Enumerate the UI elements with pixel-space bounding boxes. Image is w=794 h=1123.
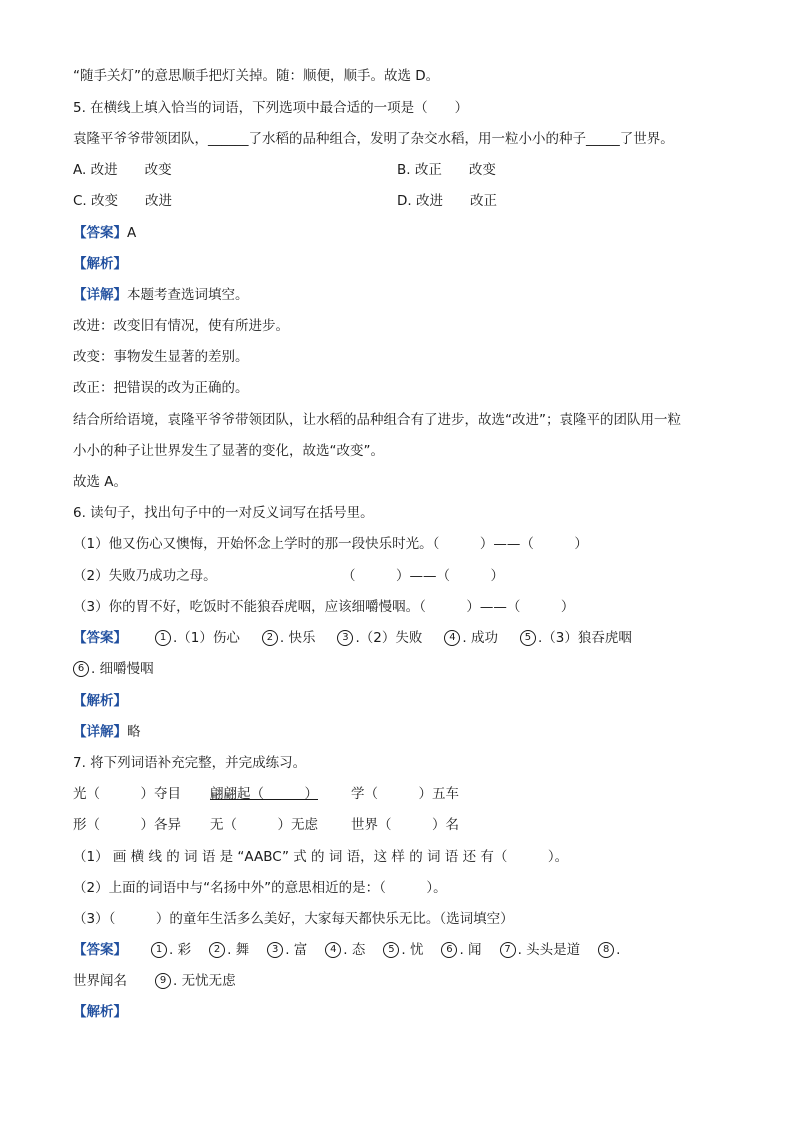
- answer-item-text: . 快乐: [279, 630, 316, 646]
- answer-6: [73, 628, 654, 648]
- question-7-title: 7. 将下列词语补充完整，并完成练习。: [73, 755, 307, 771]
- answer-item: [500, 940, 581, 960]
- circled-number: 4: [444, 630, 460, 646]
- answer-item-text: .（2）失败: [355, 630, 423, 646]
- idiom-blank: 学（ ）五车: [351, 786, 459, 802]
- answer-item: [520, 628, 632, 648]
- detail-text: 本题考查选词填空。: [127, 287, 249, 303]
- question-6-blanks: （ ）——（ ）: [342, 568, 504, 584]
- idiom-blank-underlined: 翩翩起（ ）: [210, 786, 318, 802]
- question-7-item: （1） 画 横 线 的 词 语 是 “AABC” 式 的 词 语，这 样 的 词 语 还 有（ ）。: [73, 849, 569, 865]
- conclusion-line: 故选 A。: [73, 474, 128, 490]
- answer-item-text: . 闻: [459, 942, 482, 958]
- answer-item: [262, 628, 316, 648]
- circled-number: 5: [520, 630, 536, 646]
- definition-line: 改进：改变旧有情况，使有所进步。: [73, 318, 289, 334]
- circled-number: 3: [267, 942, 283, 958]
- option-b: B. 改正 改变: [397, 162, 496, 178]
- question-6-item: （2）失败乃成功之母。: [73, 568, 217, 584]
- circled-number: 6: [73, 661, 89, 677]
- answer-item-text: .（1）伤心: [173, 630, 240, 646]
- analysis-tag: 【解析】: [73, 693, 127, 709]
- answer-tag: 【答案】: [73, 225, 127, 241]
- analysis-tag: 【解析】: [73, 256, 127, 272]
- circled-number: 4: [325, 942, 341, 958]
- circled-number: 7: [500, 942, 516, 958]
- question-6-title: 6. 读句子，找出句子中的一对反义词写在括号里。: [73, 505, 374, 521]
- answer-item: [267, 940, 307, 960]
- answer-7: [73, 940, 638, 960]
- answer-item-text: . 无忧无虑: [173, 973, 236, 989]
- answer-item: [337, 628, 422, 648]
- answer-item: [209, 940, 249, 960]
- question-7-item: （3）（ ）的童年生活多么美好，大家每天都快乐无比。（选词填空）: [73, 911, 514, 927]
- circled-number: 5: [383, 942, 399, 958]
- option-a: A. 改进 改变: [73, 162, 172, 178]
- answer-7-continued: [73, 971, 236, 991]
- answer-item: [444, 628, 498, 648]
- answer-7-items: [151, 940, 638, 960]
- analysis-tag: 【解析】: [73, 1004, 127, 1020]
- circled-number: 2: [262, 630, 278, 646]
- answer-6-items: [155, 628, 654, 648]
- circled-number: 1: [151, 942, 167, 958]
- detail-tag: 【详解】: [73, 287, 127, 303]
- idiom-blank: 形（ ）各异: [73, 817, 181, 833]
- answer-item-text: . 富: [285, 942, 308, 958]
- answer-item-text: . 头头是道: [517, 942, 581, 958]
- option-c: C. 改变 改进: [73, 193, 173, 209]
- detail-tag: 【详解】: [73, 724, 127, 740]
- question-6-item: （1）他又伤心又懊悔，开始怀念上学时的那一段快乐时光。（ ）——（ ）: [73, 536, 588, 552]
- question-6-item: （3）你的胃不好，吃饭时不能狼吞虎咽，应该细嚼慢咽。（ ）——（ ）: [73, 599, 575, 615]
- definition-line: 改变：事物发生显著的差别。: [73, 349, 249, 365]
- idiom-blank: 光（ ）夺目: [73, 786, 181, 802]
- answer-tag: 【答案】: [73, 630, 127, 646]
- answer-5: [73, 223, 136, 243]
- circled-number: 8: [598, 942, 614, 958]
- detail-5: [73, 285, 249, 305]
- option-d: D. 改进 改正: [397, 193, 497, 209]
- answer-item-text: . 忧: [401, 942, 424, 958]
- answer-item: [383, 940, 423, 960]
- answer-item-text: . 彩: [169, 942, 192, 958]
- answer-item-text: .: [616, 942, 621, 958]
- circled-number: 3: [337, 630, 353, 646]
- explanation-line: 结合所给语境，袁隆平爷爷带领团队，让水稻的品种组合有了进步，故选“改进”；袁隆平的团队用一粒: [73, 412, 681, 428]
- answer-item: [151, 940, 191, 960]
- answer-item: [598, 940, 620, 960]
- answer-value: A: [127, 225, 137, 241]
- answer-item-text: .（3）狼吞虎咽: [537, 630, 632, 646]
- idiom-blank: 无（ ）无虑: [210, 817, 318, 833]
- question-5-sentence: 袁隆平爷爷带领团队，______了水稻的品种组合，发明了杂交水稻，用一粒小小的种子_____了世界。: [73, 131, 674, 147]
- answer-item: [325, 940, 365, 960]
- circled-number: 6: [441, 942, 457, 958]
- explanation-line: 小小的种子让世界发生了显著的变化，故选“改变”。: [73, 443, 384, 459]
- idiom-blank: 世界（ ）名: [351, 817, 459, 833]
- detail-text: 略: [127, 724, 141, 740]
- circled-number: 9: [155, 973, 171, 989]
- answer-item-text: . 舞: [227, 942, 250, 958]
- answer-item: [441, 940, 481, 960]
- detail-6: [73, 722, 141, 742]
- definition-line: 改正：把错误的改为正确的。: [73, 380, 249, 396]
- circled-number: 1: [155, 630, 171, 646]
- answer-6-continued: [73, 659, 154, 679]
- circled-number: 2: [209, 942, 225, 958]
- question-5-title: 5. 在横线上填入恰当的词语，下列选项中最合适的一项是（ ）: [73, 100, 469, 116]
- answer-item-text: . 态: [343, 942, 366, 958]
- text-line: “随手关灯”的意思顺手把灯关掉。随：顺便，顺手。故选 D。: [73, 68, 440, 84]
- answer-tag: 【答案】: [73, 942, 127, 958]
- question-7-item: （2）上面的词语中与“名扬中外”的意思相近的是：（ ）。: [73, 880, 447, 896]
- answer-item-text: 世界闻名: [73, 973, 127, 989]
- answer-item: [155, 628, 240, 648]
- answer-item-text: . 细嚼慢咽: [91, 661, 154, 677]
- answer-item-text: . 成功: [462, 630, 498, 646]
